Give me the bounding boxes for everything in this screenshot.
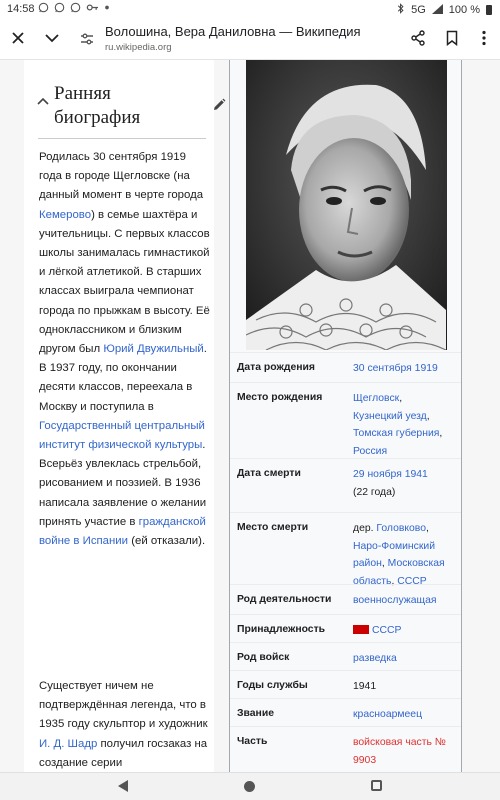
recent-apps-icon[interactable] (371, 780, 382, 791)
infobox-row (230, 614, 461, 642)
status-bar (0, 0, 500, 18)
page-content (0, 60, 500, 772)
wiki-link[interactable]: красноармеец (353, 709, 423, 720)
wiki-link[interactable]: Наро-Фоминский район (353, 540, 436, 569)
whatsapp-icon (38, 2, 49, 16)
wiki-link[interactable]: гражданской войне в Испании (39, 515, 206, 548)
site-settings-icon[interactable] (78, 30, 96, 48)
network-label: 5G (411, 4, 426, 16)
text-span: , (391, 575, 398, 587)
text-span: Существует ничем не подтверждённая легенда, что в 1935 году скульптор и художник (39, 680, 208, 731)
section-heading-line2: биография (54, 107, 141, 128)
page-url: ru.wikipedia.org (105, 42, 172, 53)
wiki-link[interactable]: Томская губерния (353, 428, 440, 439)
infobox-label: Род войск (237, 652, 290, 663)
whatsapp-icon (54, 2, 65, 16)
infobox (229, 60, 462, 772)
infobox-value (353, 360, 458, 378)
infobox-label: Место смерти (237, 522, 309, 533)
text-span: . В 1937 году, по окончании десяти классов, переехала в Москву и поступила в (39, 343, 207, 413)
infobox-row (230, 670, 461, 698)
key-icon (86, 2, 99, 16)
wiki-link[interactable]: Московская область (353, 558, 445, 587)
text-span: получил госзаказ на создание серии (39, 737, 208, 769)
text-span: , (439, 428, 443, 439)
dot-icon (104, 2, 110, 16)
text-span: (ей отказали). (128, 535, 206, 548)
bluetooth-icon (397, 3, 405, 17)
text-span: дер. (353, 523, 377, 534)
infobox-value (353, 650, 458, 668)
whatsapp-icon (70, 2, 81, 16)
section-heading-line1: Ранняя (54, 83, 111, 104)
text-span: (22 года) (353, 486, 396, 498)
infobox-row (230, 352, 461, 382)
infobox-value (353, 466, 458, 501)
text-span: , (381, 558, 388, 569)
portrait-photo[interactable] (246, 60, 447, 350)
infobox-value (353, 520, 458, 590)
red-wiki-link[interactable]: войсковая часть № 9903 (353, 737, 446, 766)
infobox-row (230, 726, 461, 772)
text-span: Родилась 30 сентября 1919 года в городе Щегловске (на данный момент в черте города (39, 151, 204, 202)
infobox-row (230, 512, 461, 587)
wiki-link[interactable]: 30 сентября 1919 (353, 363, 438, 374)
infobox-row (230, 458, 461, 512)
signal-icon (432, 4, 443, 17)
infobox-label: Звание (237, 708, 274, 719)
paragraph-2 (39, 677, 211, 772)
status-time: 14:58 (7, 3, 35, 15)
text-span: , (426, 410, 430, 422)
wiki-link[interactable]: Кузнецкий уезд (353, 410, 427, 422)
infobox-row (230, 698, 461, 726)
chevron-down-icon[interactable] (40, 26, 64, 50)
wiki-link[interactable]: Юрий Двужильный (103, 343, 204, 356)
infobox-row (230, 584, 461, 614)
infobox-label: Часть (237, 736, 268, 747)
share-icon[interactable] (406, 26, 430, 50)
collapse-chevron-icon[interactable] (37, 94, 51, 108)
infobox-value (353, 390, 458, 460)
text-span: , (399, 393, 403, 404)
infobox-label: Дата рождения (237, 362, 315, 373)
infobox-label: Годы службы (237, 680, 308, 691)
notification-icons (38, 2, 110, 16)
more-options-icon[interactable] (472, 26, 496, 50)
wiki-link[interactable]: Государственный центральный институт физической культуры (39, 419, 205, 452)
text-span: . Всерьёз увлеклась стрельбой, рисованием и поэзией. В 1936 написала заявление о желании принять участие в (39, 439, 207, 528)
home-icon[interactable] (244, 781, 255, 792)
edit-pencil-icon[interactable] (212, 98, 226, 117)
infobox-row (230, 382, 461, 458)
battery-icon (486, 5, 492, 15)
wiki-link[interactable]: СССР (372, 625, 402, 636)
infobox-value (353, 592, 458, 610)
ussr-flag-icon (353, 625, 369, 634)
browser-toolbar (0, 18, 500, 60)
wiki-link[interactable]: разведка (353, 653, 397, 664)
wiki-link[interactable]: Головково (376, 523, 426, 534)
wiki-link[interactable]: Кемерово (39, 208, 92, 221)
infobox-label: Место рождения (237, 392, 323, 403)
infobox-label: Род деятельности (237, 594, 332, 605)
page-title: Волошина, Вера Даниловна — Википедия (105, 24, 361, 39)
wiki-link[interactable]: И. Д. Шадр (39, 737, 98, 750)
infobox-value (353, 678, 458, 696)
infobox-value (353, 706, 458, 724)
infobox-row (230, 642, 461, 670)
infobox-value (353, 734, 458, 769)
wiki-link[interactable]: военнослужащая (353, 595, 437, 606)
wiki-link[interactable]: Щегловск (353, 393, 400, 404)
text-span: 1941 (353, 681, 377, 692)
wiki-link[interactable]: Россия (353, 445, 388, 457)
status-right (397, 3, 492, 17)
section-heading (54, 82, 204, 130)
infobox-label: Принадлежность (237, 624, 326, 635)
wiki-link[interactable]: 29 ноября 1941 (353, 469, 428, 480)
battery-percent: 100 % (448, 4, 480, 16)
infobox-label: Дата смерти (237, 468, 301, 479)
close-icon[interactable] (6, 26, 30, 50)
paragraph-1 (39, 148, 211, 551)
system-nav-bar (0, 772, 500, 800)
heading-divider (38, 138, 206, 139)
wiki-link[interactable]: СССР (397, 575, 427, 587)
infobox-value (353, 622, 458, 640)
back-icon[interactable] (118, 780, 128, 792)
text-span: ) в семье шахтёра и учительницы. С первых классов школы занималась гимнастикой и лёгкой атлетикой. В старших классах выиграла чемпионат города по прыжкам в высоту. Её одноклассником и близким другом был (39, 208, 210, 356)
bookmark-icon[interactable] (440, 26, 464, 50)
text-span: , (426, 523, 429, 534)
